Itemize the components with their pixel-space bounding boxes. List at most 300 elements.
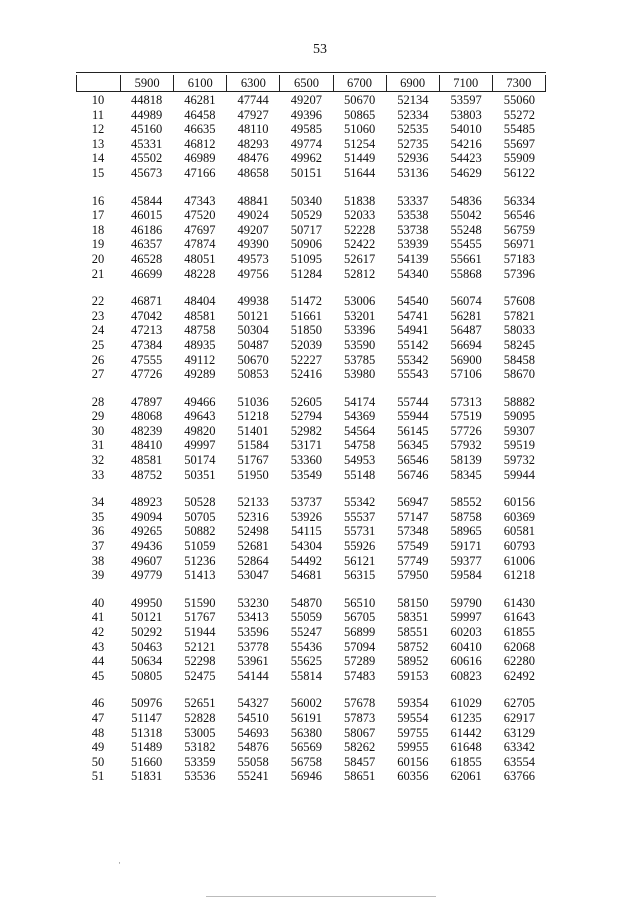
row-label: 40 (91, 595, 105, 610)
table-cell: 57396 (503, 266, 535, 281)
table-cell: 59955 (397, 740, 429, 755)
table-cell: 53803 (450, 107, 482, 122)
page-number: 53 (313, 42, 327, 57)
row-label: 10 (91, 93, 105, 107)
table-cell: 54115 (290, 524, 322, 539)
table-row (76, 395, 546, 410)
table-cell: 50976 (131, 696, 163, 711)
row-label: 48 (91, 725, 105, 740)
table-cell: 60581 (503, 524, 535, 539)
table-cell: 62705 (503, 696, 535, 711)
table-cell: 50528 (184, 495, 216, 510)
table-header (76, 72, 546, 92)
table-cell: 53171 (290, 438, 322, 453)
table-cell: 59153 (397, 668, 429, 683)
table-cell: 46186 (131, 222, 163, 237)
table-cell: 51401 (237, 423, 269, 438)
row-label: 11 (91, 107, 105, 122)
table-cell: 56487 (450, 323, 482, 338)
row-label: 36 (91, 524, 105, 539)
table-cell: 60410 (450, 639, 482, 654)
table-row (76, 755, 546, 770)
table-cell: 52651 (184, 696, 216, 711)
table-cell: 62917 (503, 710, 535, 725)
table-cell: 56899 (344, 625, 376, 639)
table-cell: 50351 (184, 467, 216, 482)
table-cell: 50304 (237, 323, 269, 338)
table-cell: 53136 (397, 165, 429, 180)
table-cell: 46528 (131, 251, 163, 266)
table-cell: 51590 (184, 595, 216, 610)
row-label: 43 (91, 639, 105, 654)
table-cell: 53006 (344, 294, 376, 309)
table-cell: 57873 (344, 710, 376, 725)
table-cell: 55148 (344, 467, 376, 482)
table-cell: 47897 (131, 394, 163, 409)
table-cell: 52475 (184, 668, 216, 683)
table-cell: 51472 (290, 294, 322, 309)
table-cell: 53536 (184, 769, 216, 784)
table-cell: 48752 (131, 467, 163, 482)
table-row (76, 769, 546, 784)
table-cell: 52794 (290, 409, 322, 424)
table-cell: 51838 (344, 193, 376, 208)
row-label: 32 (91, 453, 105, 468)
table-row (76, 740, 546, 755)
table-cell: 48658 (237, 165, 269, 180)
bottom-rule (206, 896, 436, 897)
table-row (76, 252, 546, 267)
table-cell: 56121 (344, 553, 376, 568)
table-cell: 48228 (184, 266, 216, 281)
table-cell: 56315 (344, 568, 376, 583)
table-cell: 50529 (290, 208, 322, 223)
table-cell: 53549 (290, 467, 322, 482)
table-cell: 54870 (290, 595, 322, 610)
table-cell: 53538 (397, 208, 429, 223)
table-cell: 46989 (184, 151, 216, 166)
table-cell: 60156 (503, 495, 535, 510)
table-cell: 58670 (503, 367, 535, 382)
row-label: 50 (91, 754, 105, 769)
table-cell: 46458 (184, 107, 216, 122)
table-cell: 59755 (397, 725, 429, 740)
table-cell: 51254 (344, 136, 376, 151)
table-cell: 57726 (450, 423, 482, 438)
table-cell: 54174 (344, 394, 376, 409)
table-cell: 54941 (397, 323, 429, 338)
table-cell: 51660 (131, 754, 163, 769)
table-cell: 48404 (184, 294, 216, 309)
table-cell: 44818 (131, 93, 163, 107)
table-cell: 61029 (450, 696, 482, 711)
table-cell: 56569 (290, 740, 322, 755)
table-cell: 49466 (184, 394, 216, 409)
table-row (76, 267, 546, 282)
table-cell: 53737 (290, 495, 322, 510)
row-label: 34 (91, 495, 105, 510)
table-cell: 53778 (237, 639, 269, 654)
table-cell: 58752 (397, 639, 429, 654)
row-label: 18 (91, 222, 105, 237)
table-cell: 48293 (237, 136, 269, 151)
table-cell: 47520 (184, 208, 216, 223)
table-cell: 55625 (290, 654, 322, 669)
table-cell: 49820 (184, 423, 216, 438)
table-cell: 50717 (290, 222, 322, 237)
table-cell: 49950 (131, 595, 163, 610)
table-cell: 53596 (237, 625, 269, 639)
table-row (76, 237, 546, 252)
table-cell: 51059 (184, 539, 216, 554)
table-cell: 51767 (184, 610, 216, 625)
row-label: 49 (91, 740, 105, 755)
table-row (76, 510, 546, 525)
table-cell: 55058 (237, 754, 269, 769)
table-cell: 58150 (397, 595, 429, 610)
table-cell: 57483 (344, 668, 376, 683)
table-cell: 49390 (237, 237, 269, 252)
table-cell: 58351 (397, 610, 429, 625)
table-cell: 58139 (450, 453, 482, 468)
table-cell: 55814 (290, 668, 322, 683)
salary-table (76, 72, 546, 784)
table-cell: 56122 (503, 165, 535, 180)
table-row (76, 696, 546, 711)
table-cell: 49094 (131, 509, 163, 524)
row-label: 16 (91, 193, 105, 208)
table-cell: 52133 (237, 495, 269, 510)
table-cell: 62280 (503, 654, 535, 669)
row-label: 29 (91, 409, 105, 424)
table-cell: 47555 (131, 352, 163, 367)
table-cell: 50805 (131, 668, 163, 683)
table-cell: 53201 (344, 308, 376, 323)
table-cell: 63554 (503, 754, 535, 769)
table-cell: 51236 (184, 553, 216, 568)
table-row (76, 137, 546, 152)
table-cell: 53961 (237, 654, 269, 669)
table-cell: 58345 (450, 467, 482, 482)
table-cell: 54304 (290, 539, 322, 554)
table-row (76, 610, 546, 625)
table-cell: 49756 (237, 266, 269, 281)
table-cell: 49265 (131, 524, 163, 539)
table-cell: 52864 (237, 553, 269, 568)
table-cell: 53939 (397, 237, 429, 252)
table-cell: 50340 (290, 193, 322, 208)
table-cell: 49207 (237, 222, 269, 237)
row-label: 19 (91, 237, 105, 252)
column-header: 5900 (121, 75, 174, 91)
table-cell: 49997 (184, 438, 216, 453)
table-cell: 58552 (450, 495, 482, 510)
table-cell: 45331 (131, 136, 163, 151)
table-cell: 54492 (290, 553, 322, 568)
table-cell: 45160 (131, 122, 163, 137)
table-cell: 48758 (184, 323, 216, 338)
table-cell: 53182 (184, 740, 216, 755)
row-label: 17 (91, 208, 105, 223)
table-cell: 58551 (397, 625, 429, 639)
row-group (76, 495, 546, 583)
table-row (76, 669, 546, 684)
table-cell: 57749 (397, 553, 429, 568)
table-cell: 47697 (184, 222, 216, 237)
table-cell: 59095 (503, 409, 535, 424)
table-cell: 60616 (450, 654, 482, 669)
table-cell: 60793 (503, 539, 535, 554)
row-label: 28 (91, 394, 105, 409)
row-label: 31 (91, 438, 105, 453)
table-cell: 56694 (450, 337, 482, 352)
table-cell: 48581 (131, 453, 163, 468)
table-cell: 48410 (131, 438, 163, 453)
table-cell: 47874 (184, 237, 216, 252)
table-cell: 51661 (290, 308, 322, 323)
table-cell: 51060 (344, 122, 376, 137)
table-row (76, 151, 546, 166)
table-cell: 51218 (237, 409, 269, 424)
table-cell: 61218 (503, 568, 535, 583)
table-cell: 52298 (184, 654, 216, 669)
table-cell: 52617 (344, 251, 376, 266)
table-cell: 49289 (184, 367, 216, 382)
table-cell: 58965 (450, 524, 482, 539)
table-cell: 57519 (450, 409, 482, 424)
table-row (76, 294, 546, 309)
table-cell: 48841 (237, 193, 269, 208)
table-cell: 56900 (450, 352, 482, 367)
table-cell: 59519 (503, 438, 535, 453)
table-cell: 57289 (344, 654, 376, 669)
table-cell: 57821 (503, 308, 535, 323)
table-cell: 53738 (397, 222, 429, 237)
table-cell: 54876 (237, 740, 269, 755)
table-cell: 56002 (290, 696, 322, 711)
table-cell: 60823 (450, 668, 482, 683)
table-cell: 58067 (344, 725, 376, 740)
table-cell: 54953 (344, 453, 376, 468)
table-cell: 46015 (131, 208, 163, 223)
table-cell: 58457 (344, 754, 376, 769)
table-cell: 55142 (397, 337, 429, 352)
table-cell: 48581 (184, 308, 216, 323)
table-cell: 54758 (344, 438, 376, 453)
table-cell: 58758 (450, 509, 482, 524)
table-cell: 55436 (290, 639, 322, 654)
table-cell: 51489 (131, 740, 163, 755)
row-label: 21 (91, 266, 105, 281)
table-cell: 60203 (450, 625, 482, 639)
table-cell: 50853 (237, 367, 269, 382)
table-row (76, 625, 546, 640)
table-row (76, 554, 546, 569)
table-cell: 53047 (237, 568, 269, 583)
table-cell: 55944 (397, 409, 429, 424)
table-cell: 45844 (131, 193, 163, 208)
table-cell: 55248 (450, 222, 482, 237)
table-cell: 49436 (131, 539, 163, 554)
table-cell: 47343 (184, 193, 216, 208)
table-cell: 58882 (503, 394, 535, 409)
table-cell: 54423 (450, 151, 482, 166)
table-cell: 52828 (184, 710, 216, 725)
row-group (76, 294, 546, 382)
table-cell: 54510 (237, 710, 269, 725)
table-cell: 56971 (503, 237, 535, 252)
table-cell: 49643 (184, 409, 216, 424)
table-cell: 47384 (131, 337, 163, 352)
table-cell: 47166 (184, 165, 216, 180)
table-cell: 48068 (131, 409, 163, 424)
row-label: 41 (91, 610, 105, 625)
table-cell: 54741 (397, 308, 429, 323)
table-cell: 59171 (450, 539, 482, 554)
table-cell: 55926 (344, 539, 376, 554)
row-label: 26 (91, 352, 105, 367)
table-row (76, 208, 546, 223)
table-cell: 52535 (397, 122, 429, 137)
table-cell: 47927 (237, 107, 269, 122)
row-label: 47 (91, 710, 105, 725)
table-cell: 55342 (397, 352, 429, 367)
table-cell: 54693 (237, 725, 269, 740)
row-label: 33 (91, 467, 105, 482)
table-cell: 58952 (397, 654, 429, 669)
table-cell: 50865 (344, 107, 376, 122)
table-cell: 52316 (237, 509, 269, 524)
table-cell: 59944 (503, 467, 535, 482)
row-label: 51 (91, 769, 105, 784)
table-body (76, 93, 546, 784)
table-cell: 54216 (450, 136, 482, 151)
table-cell: 57950 (397, 568, 429, 583)
table-cell: 58033 (503, 323, 535, 338)
table-cell: 48239 (131, 423, 163, 438)
table-cell: 56334 (503, 193, 535, 208)
table-cell: 62492 (503, 668, 535, 683)
row-label: 15 (91, 165, 105, 180)
table-cell: 57549 (397, 539, 429, 554)
row-label: 25 (91, 337, 105, 352)
table-cell: 58262 (344, 740, 376, 755)
table-cell: 59554 (397, 710, 429, 725)
table-row (76, 468, 546, 483)
table-cell: 59584 (450, 568, 482, 583)
table-cell: 47726 (131, 367, 163, 382)
table-row (76, 424, 546, 439)
table-cell: 54139 (397, 251, 429, 266)
table-cell: 56546 (503, 208, 535, 223)
table-cell: 54540 (397, 294, 429, 309)
table-cell: 58245 (503, 337, 535, 352)
table-cell: 45673 (131, 165, 163, 180)
table-row (76, 438, 546, 453)
table-cell: 52422 (344, 237, 376, 252)
table-cell: 51318 (131, 725, 163, 740)
table-cell: 52498 (237, 524, 269, 539)
row-label: 35 (91, 509, 105, 524)
table-cell: 55342 (344, 495, 376, 510)
table-cell: 59790 (450, 595, 482, 610)
table-cell: 46871 (131, 294, 163, 309)
table-cell: 59997 (450, 610, 482, 625)
table-cell: 52416 (290, 367, 322, 382)
table-cell: 49396 (290, 107, 322, 122)
table-cell: 50463 (131, 639, 163, 654)
table-cell: 51036 (237, 394, 269, 409)
table-cell: 49024 (237, 208, 269, 223)
table-cell: 53590 (344, 337, 376, 352)
row-group (76, 596, 546, 684)
table-cell: 56281 (450, 308, 482, 323)
table-cell: 61006 (503, 553, 535, 568)
table-cell: 58651 (344, 769, 376, 784)
table-cell: 59307 (503, 423, 535, 438)
table-cell: 47213 (131, 323, 163, 338)
table-cell: 49774 (290, 136, 322, 151)
table-cell: 60369 (503, 509, 535, 524)
table-cell: 57932 (450, 438, 482, 453)
table-cell: 52334 (397, 107, 429, 122)
table-cell: 56380 (290, 725, 322, 740)
table-cell: 53359 (184, 754, 216, 769)
table-cell: 56947 (397, 495, 429, 510)
row-label: 24 (91, 323, 105, 338)
table-cell: 48476 (237, 151, 269, 166)
table-cell: 54836 (450, 193, 482, 208)
table-cell: 56074 (450, 294, 482, 309)
table-cell: 55909 (503, 151, 535, 166)
table-cell: 49779 (131, 568, 163, 583)
table-cell: 55272 (503, 107, 535, 122)
table-row (76, 539, 546, 554)
row-label: 45 (91, 668, 105, 683)
table-cell: 54629 (450, 165, 482, 180)
row-group (76, 194, 546, 282)
row-label: 14 (91, 151, 105, 166)
table-cell: 50670 (344, 93, 376, 107)
table-row (76, 495, 546, 510)
table-cell: 53396 (344, 323, 376, 338)
table-cell: 55661 (450, 251, 482, 266)
table-cell: 57094 (344, 639, 376, 654)
row-label: 38 (91, 553, 105, 568)
table-cell: 52033 (344, 208, 376, 223)
table-cell: 56758 (290, 754, 322, 769)
table-cell: 51944 (184, 625, 216, 639)
table-cell: 50882 (184, 524, 216, 539)
table-row (76, 309, 546, 324)
table-cell: 54564 (344, 423, 376, 438)
row-label: 42 (91, 625, 105, 639)
table-cell: 57348 (397, 524, 429, 539)
table-cell: 48051 (184, 251, 216, 266)
table-cell: 57678 (344, 696, 376, 711)
table-cell: 45502 (131, 151, 163, 166)
row-label: 23 (91, 308, 105, 323)
table-cell: 52121 (184, 639, 216, 654)
table-cell: 61855 (450, 754, 482, 769)
table-row (76, 223, 546, 238)
table-cell: 60356 (397, 769, 429, 784)
table-cell: 54327 (237, 696, 269, 711)
row-label: 27 (91, 367, 105, 382)
table-cell: 48935 (184, 337, 216, 352)
column-header: 6500 (280, 75, 333, 91)
table-cell: 51147 (131, 710, 163, 725)
